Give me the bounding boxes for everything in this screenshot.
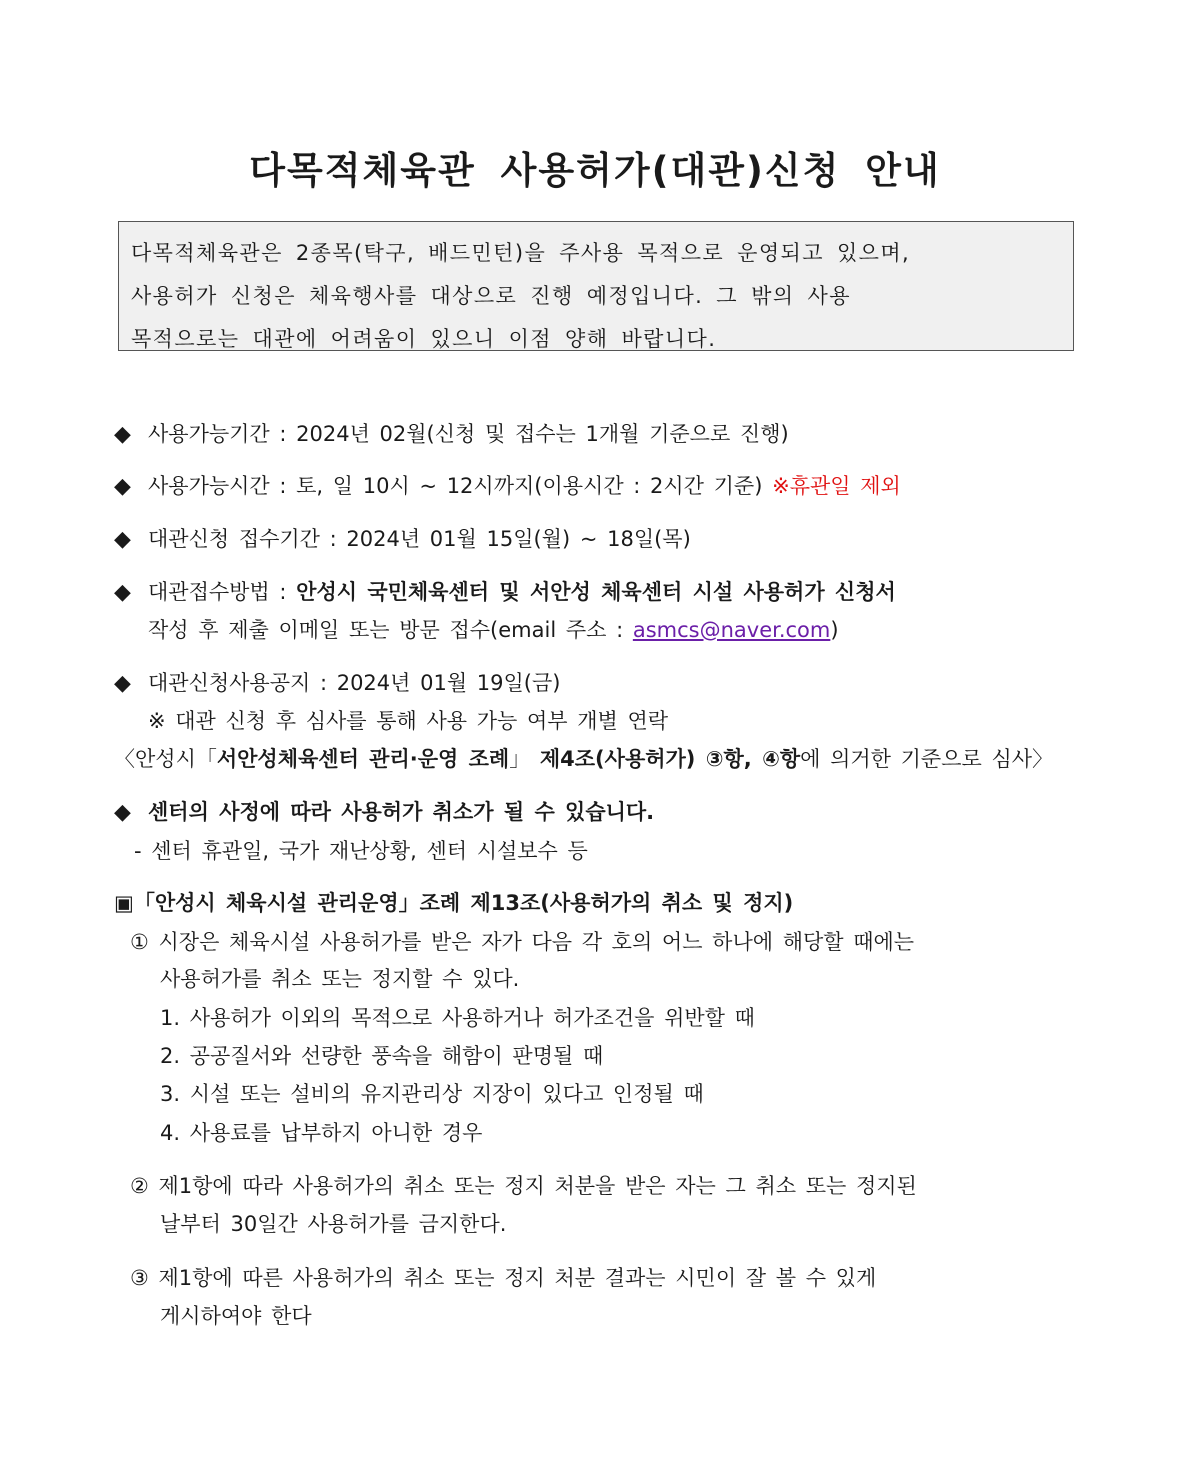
diamond-bullet-icon: ◆ [114, 474, 131, 499]
receipt-text: 대관신청 접수기간 : 2024년 01월 15일(월) ~ 18일(목) [148, 527, 691, 551]
notice-line: 사용허가 신청은 체육행사를 대상으로 진행 예정입니다. 그 밖의 사용 [131, 284, 851, 308]
notice-box [118, 221, 1074, 351]
paragraph-2-line2: 날부터 30일간 사용허가를 금지한다. [160, 1212, 507, 1236]
criteria-ordinance: 서안성체육센터 관리·운영 조례 [216, 747, 510, 771]
announce-note: ※ 대관 신청 후 심사를 통해 사용 가능 여부 개별 연락 [148, 709, 669, 733]
diamond-bullet-icon: ◆ [114, 580, 131, 605]
notice-line: 목적으로는 대관에 어려움이 있으니 이점 양해 바랍니다. [131, 327, 717, 351]
criteria-article: 제4조(사용허가) ③항, ④항 [539, 747, 801, 771]
item-receipt-period [114, 524, 691, 555]
time-text: 사용가능시간 : 토, 일 10시 ~ 12시까지(이용시간 : 2시간 기준) [148, 474, 763, 498]
criteria-line [114, 744, 1053, 774]
criteria-mid: 」 [509, 747, 531, 771]
paragraph-3-line1: ③ 제1항에 따른 사용허가의 취소 또는 정지 처분 결과는 시민이 잘 볼 수 있게 [130, 1266, 877, 1290]
diamond-bullet-icon: ◆ [114, 527, 131, 552]
method-line2 [148, 615, 839, 645]
page-title: 다목적체육관 사용허가(대관)신청 안내 [249, 149, 941, 192]
sub-item: 1. 사용허가 이외의 목적으로 사용하거나 허가조건을 위반할 때 [160, 1006, 755, 1030]
closed-day-note: ※휴관일 제외 [772, 474, 901, 498]
announce-text: 대관신청사용공지 : 2024년 01월 19일(금) [148, 671, 561, 695]
diamond-bullet-icon: ◆ [114, 800, 131, 825]
item-method [114, 577, 896, 608]
diamond-bullet-icon: ◆ [114, 671, 131, 696]
method-label: 대관접수방법 : [148, 580, 297, 604]
regulation-title: 「안성시 체육시설 관리운영」조례 제13조(사용허가의 취소 및 정지) [133, 891, 794, 915]
item-period [114, 419, 789, 450]
diamond-bullet-icon: ◆ [114, 422, 131, 447]
email-link[interactable]: asmcs@naver.com [632, 618, 831, 642]
method-form-name: 안성시 국민체육센터 및 서안성 체육센터 시설 사용허가 신청서 [296, 580, 896, 604]
cancel-detail: - 센터 휴관일, 국가 재난상황, 센터 시설보수 등 [134, 839, 588, 863]
sub-item: 2. 공공질서와 선량한 풍속을 해함이 판명될 때 [160, 1044, 604, 1068]
regulation-heading [114, 888, 793, 918]
paragraph-1-line2: 사용허가를 취소 또는 정지할 수 있다. [160, 967, 520, 991]
paragraph-3-line2: 게시하여야 한다 [160, 1304, 312, 1328]
cancel-title: 센터의 사정에 따라 사용허가 취소가 될 수 있습니다. [148, 800, 655, 824]
criteria-post: 에 의거한 기준으로 심사〉 [800, 747, 1054, 771]
item-time [114, 471, 901, 502]
square-marker-icon: ▣ [114, 891, 134, 915]
item-announce [114, 668, 560, 699]
period-text: 사용가능기간 : 2024년 02월(신청 및 접수는 1개월 기준으로 진행) [148, 422, 789, 446]
item-cancel [114, 797, 654, 828]
method-close: ) [830, 618, 839, 642]
method-line2-text: 작성 후 제출 이메일 또는 방문 접수(email 주소 : [148, 618, 633, 642]
criteria-pre: 〈안성시「 [114, 747, 217, 771]
sub-item: 3. 시설 또는 설비의 유지관리상 지장이 있다고 인정될 때 [160, 1082, 704, 1106]
sub-item: 4. 사용료를 납부하지 아니한 경우 [160, 1121, 483, 1145]
paragraph-1-line1: ① 시장은 체육시설 사용허가를 받은 자가 다음 각 호의 어느 하나에 해당할 때에는 [130, 930, 915, 954]
paragraph-2-line1: ② 제1항에 따라 사용허가의 취소 또는 정지 처분을 받은 자는 그 취소 또는 정지된 [130, 1174, 917, 1198]
notice-line: 다목적체육관은 2종목(탁구, 배드민턴)을 주사용 목적으로 운영되고 있으며, [131, 241, 911, 265]
